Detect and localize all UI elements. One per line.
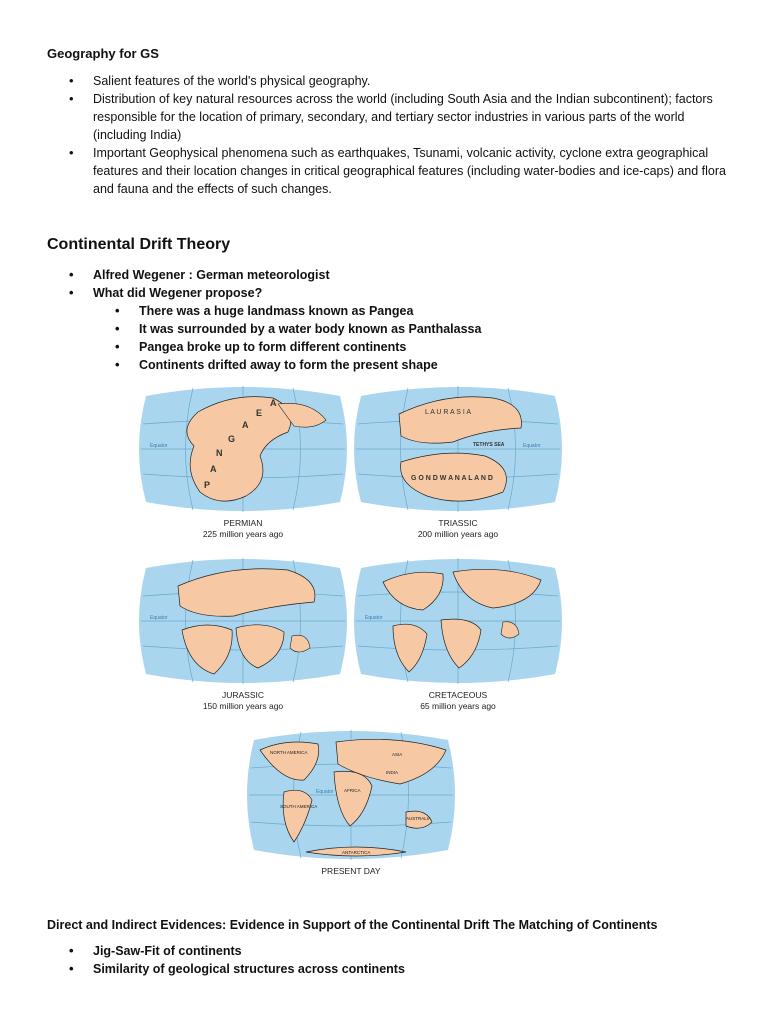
wegener-bullets (93, 266, 693, 302)
map-caption-permian: PERMIAN 225 million years ago (202, 518, 284, 539)
geography-bullets (93, 72, 733, 198)
map-caption-cretaceous: CRETACEOUS 65 million years ago (420, 690, 496, 711)
map-label: G O N D W A N A L A N D (411, 475, 493, 482)
list-item: • Similarity of geological structures across continents (93, 960, 693, 978)
map-cretaceous (353, 556, 563, 686)
map-caption-triassic: TRIASSIC 200 million years ago (417, 518, 499, 539)
map-present-day (246, 728, 456, 862)
section-title-continental-drift: Continental Drift Theory (47, 236, 231, 253)
map-label: INDIA (386, 770, 399, 775)
map-label: NORTH AMERICA (270, 750, 308, 755)
list-item: • There was a huge landmass known as Pangea (139, 302, 699, 320)
map-label: A (270, 398, 277, 408)
map-caption-present-day: PRESENT DAY (321, 866, 381, 876)
equator-label: Equator (523, 443, 541, 449)
map-permian (138, 384, 348, 514)
map-label: SOUTH AMERICA (280, 804, 318, 809)
list-item: • Pangea broke up to form different continents (139, 338, 699, 356)
map-label: TETHYS SEA (473, 442, 505, 448)
map-jurassic (138, 556, 348, 686)
map-label: N (216, 448, 223, 458)
list-item: • Continents drifted away to form the present shape (139, 356, 699, 374)
list-item: • Alfred Wegener : German meteorologist (93, 266, 693, 284)
list-item: • What did Wegener propose? (93, 284, 693, 302)
map-label: AUSTRALIA (406, 816, 432, 821)
map-label: E (256, 408, 263, 418)
map-triassic (353, 384, 563, 514)
wegener-subbullets (139, 302, 699, 374)
equator-label: Equator (150, 615, 168, 621)
map-label: ASIA (392, 752, 403, 757)
map-caption-jurassic: JURASSIC 150 million years ago (202, 690, 284, 711)
map-label: L A U R A S I A (425, 409, 472, 416)
list-item: • Salient features of the world's physical geography. (93, 72, 733, 90)
section-title-evidences: Direct and Indirect Evidences: Evidence in Support of the Continental Drift The Matching of Continents (47, 918, 658, 932)
list-item: • It was surrounded by a water body known as Panthalassa (139, 320, 699, 338)
equator-label: Equator (150, 443, 168, 449)
list-item: • Important Geophysical phenomena such as earthquakes, Tsunami, volcanic activity, cyclone extra geographical features and their location changes in critical geographical features (including water-bodies and ice-caps) and flora and fauna and the effects of such changes. (93, 144, 733, 198)
equator-label: Equator (365, 615, 383, 621)
evidence-bullets (93, 942, 693, 978)
map-label: AFRICA (344, 788, 361, 793)
map-label: G (228, 434, 236, 444)
section-title-geography: Geography for GS (47, 46, 159, 61)
map-label: A (210, 464, 217, 474)
map-label: A (242, 420, 249, 430)
list-item: • Distribution of key natural resources across the world (including South Asia and the Indian subcontinent); factors responsible for the location of primary, secondary, and tertiary sector industries in various parts of the world (including India) (93, 90, 733, 144)
map-label: ANTARCTICA (342, 850, 371, 855)
map-label: P (204, 480, 211, 490)
equator-label: Equator (316, 789, 334, 795)
list-item: • Jig-Saw-Fit of continents (93, 942, 693, 960)
